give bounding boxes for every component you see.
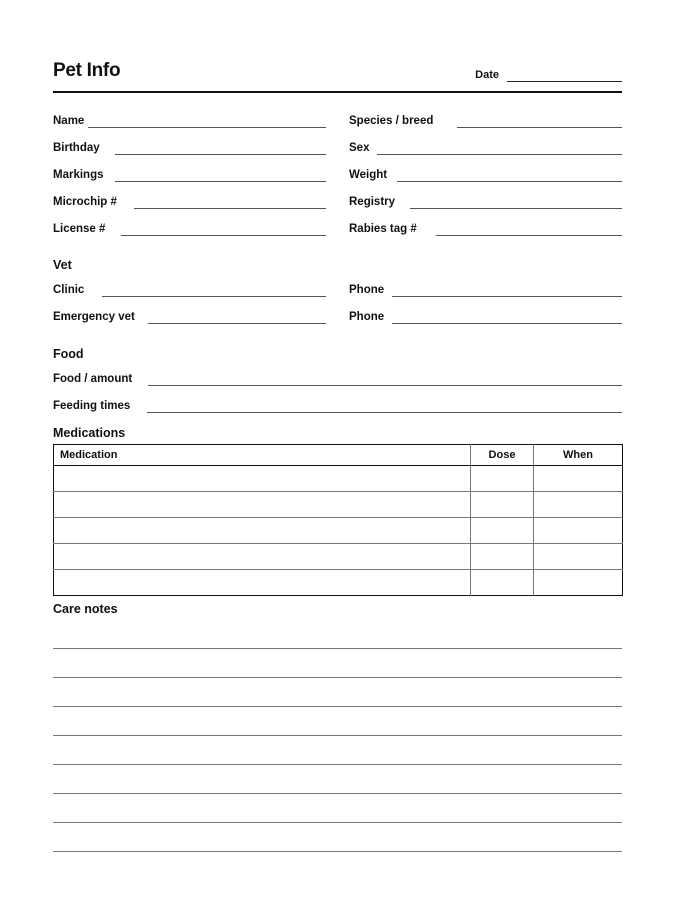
food-amount-field[interactable]	[53, 372, 622, 386]
medication-cell[interactable]	[54, 570, 471, 596]
birthday-label: Birthday	[53, 142, 100, 154]
medications-header-row	[54, 445, 623, 466]
when-cell[interactable]	[534, 518, 623, 544]
dose-cell[interactable]	[471, 570, 534, 596]
markings-label: Markings	[53, 169, 104, 181]
registry-input-line[interactable]	[410, 195, 622, 209]
rabies-tag-input-line[interactable]	[436, 222, 622, 236]
license-label: License #	[53, 223, 106, 235]
when-cell[interactable]	[534, 570, 623, 596]
name-input-line[interactable]	[88, 114, 326, 128]
weight-label: Weight	[349, 169, 388, 181]
sex-label: Sex	[349, 142, 370, 154]
weight-field[interactable]	[349, 168, 622, 182]
medication-row	[54, 518, 623, 544]
name-label: Name	[53, 115, 85, 127]
medications-heading: Medications	[53, 426, 126, 440]
medication-cell[interactable]	[54, 518, 471, 544]
vet-heading: Vet	[53, 258, 72, 272]
medications-table-body	[54, 466, 623, 596]
care-note-line[interactable]	[53, 851, 622, 852]
microchip-input-line[interactable]	[134, 195, 326, 209]
species-breed-input-line[interactable]	[457, 114, 622, 128]
emergency-vet-label: Emergency vet	[53, 311, 135, 323]
clinic-phone-label: Phone	[349, 284, 385, 296]
care-note-line[interactable]	[53, 735, 622, 736]
registry-label: Registry	[349, 196, 396, 208]
when-cell[interactable]	[534, 466, 623, 492]
care-note-line[interactable]	[53, 793, 622, 794]
medication-row	[54, 544, 623, 570]
dose-cell[interactable]	[471, 466, 534, 492]
medication-row	[54, 570, 623, 596]
dose-cell[interactable]	[471, 492, 534, 518]
microchip-label: Microchip #	[53, 196, 117, 208]
date-input-line[interactable]	[507, 67, 622, 82]
emergency-vet-input-line[interactable]	[148, 310, 326, 324]
registry-field[interactable]	[349, 195, 622, 209]
emergency-phone-label: Phone	[349, 311, 385, 323]
markings-input-line[interactable]	[115, 168, 327, 182]
birthday-field[interactable]	[53, 141, 326, 155]
clinic-label: Clinic	[53, 284, 85, 296]
care-note-line[interactable]	[53, 764, 622, 765]
license-field[interactable]	[53, 222, 326, 236]
care-note-line[interactable]	[53, 677, 622, 678]
birthday-input-line[interactable]	[115, 141, 326, 155]
species-breed-field[interactable]	[349, 114, 622, 128]
emergency-phone-field[interactable]	[349, 310, 622, 324]
dose-column-header: Dose	[471, 445, 534, 466]
feeding-times-label: Feeding times	[53, 400, 131, 412]
food-heading: Food	[53, 347, 84, 361]
sex-input-line[interactable]	[377, 141, 622, 155]
license-input-line[interactable]	[121, 222, 326, 236]
medication-cell[interactable]	[54, 466, 471, 492]
medications-table	[53, 444, 623, 596]
clinic-field[interactable]	[53, 283, 326, 297]
when-cell[interactable]	[534, 544, 623, 570]
microchip-field[interactable]	[53, 195, 326, 209]
care-notes-heading: Care notes	[53, 602, 118, 616]
sex-field[interactable]	[349, 141, 622, 155]
care-note-line[interactable]	[53, 822, 622, 823]
care-note-line[interactable]	[53, 706, 622, 707]
page-title: Pet Info	[53, 60, 121, 81]
date-field[interactable]	[475, 67, 622, 82]
when-cell[interactable]	[534, 492, 623, 518]
medication-cell[interactable]	[54, 544, 471, 570]
name-field[interactable]	[53, 114, 326, 128]
rabies-tag-label: Rabies tag #	[349, 223, 417, 235]
emergency-vet-field[interactable]	[53, 310, 326, 324]
clinic-phone-field[interactable]	[349, 283, 622, 297]
header-divider	[53, 91, 622, 93]
pet-info-form	[53, 0, 622, 900]
food-amount-input-line[interactable]	[148, 372, 622, 386]
markings-field[interactable]	[53, 168, 326, 182]
date-label: Date	[475, 69, 499, 81]
when-column-header: When	[534, 445, 623, 466]
dose-cell[interactable]	[471, 518, 534, 544]
dose-cell[interactable]	[471, 544, 534, 570]
clinic-input-line[interactable]	[102, 283, 326, 297]
medication-cell[interactable]	[54, 492, 471, 518]
medication-column-header: Medication	[54, 445, 471, 466]
species-breed-label: Species / breed	[349, 115, 434, 127]
care-note-line[interactable]	[53, 648, 622, 649]
weight-input-line[interactable]	[397, 168, 622, 182]
medication-row	[54, 492, 623, 518]
clinic-phone-input-line[interactable]	[392, 283, 622, 297]
food-amount-label: Food / amount	[53, 373, 133, 385]
feeding-times-field[interactable]	[53, 399, 622, 413]
feeding-times-input-line[interactable]	[147, 399, 622, 413]
rabies-tag-field[interactable]	[349, 222, 622, 236]
emergency-phone-input-line[interactable]	[392, 310, 622, 324]
medication-row	[54, 466, 623, 492]
